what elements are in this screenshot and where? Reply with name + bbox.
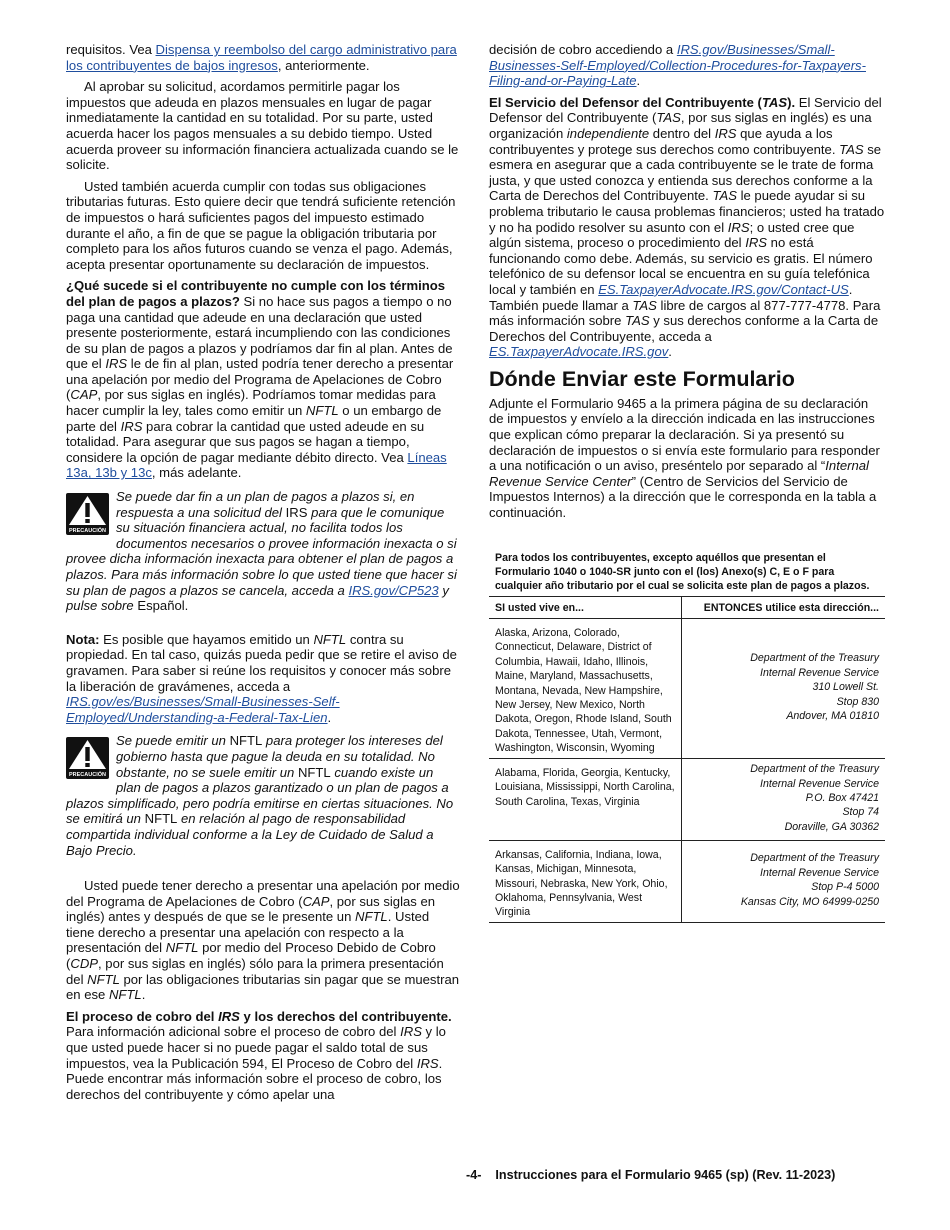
paragraph-proceso-cobro: El proceso de cobro del IRS y los derechos del contribuyente. Para información adicional sobre el proceso de cobro del IRS y lo que usted puede hacer si no puede pagar el saldo total de sus impuestos, vea la Publicación 594, El Proceso de Cobro del IRS. Puede encontrar más información sobre el proceso de cobro, los derechos del contribuyente y cómo apelar una	[66, 1008, 452, 1102]
table-row	[489, 619, 885, 759]
table-cell-states: Alaska, Arizona, Colorado, Connecticut, Delaware, District of Columbia, Hawaii, Idaho, Illinois, Maine, Maryland, Massachusetts, Montana, Nevada, New Hampshire, New Jersey, New Mexico, North Dakota, Oregon, Rhode Island, South Dakota, Tennessee, Utah, Vermont, Washington, Wisconsin, Wyoming	[489, 619, 682, 759]
table-header-row	[489, 596, 885, 618]
caution-note-1: PRECAUCIÓN Se puede dar fin a un plan de pagos a plazos si, en respuesta a una solicitud del IRS para que le comunique su situación financiera actual, no facilita todos los documentos necesarios o provee información inexacta o si provee dicha información inexacta para obtener el plan de pagos a plazos. Para más información sobre lo que usted tiene que hacer si su plan de pagos a plazos se cancela, acceda a IRS.gov/CP523 y pulse sobre Español.	[66, 489, 457, 614]
caution-icon: PRECAUCIÓN	[66, 493, 109, 535]
table-cell-states: Arkansas, California, Indiana, Iowa, Kansas, Michigan, Minnesota, Missouri, Nebraska, New York, Ohio, Oklahoma, Pennsylvania, West Virginia	[489, 840, 682, 922]
caution-note-2: PRECAUCIÓN Se puede emitir un NFTL para proteger los intereses del gobierno hasta que pague la deuda en su totalidad. No obstante, no se suele emitir un NFTL cuando existe un plan de pagos a plazos garantizado o un plan de pagos a plazos simplificado, pero podría emitirse en ciertas situaciones. No se emitirá un NFTL en relación al pago de responsabilidad compartida individual conforme a la Ley de Cuidado de Salud a Bajo Precio.	[66, 733, 454, 858]
table-row	[489, 758, 885, 840]
table-row	[489, 840, 885, 922]
right-column	[489, 42, 885, 923]
section-heading-donde-enviar: Dónde Enviar este Formulario	[489, 366, 795, 391]
heading-incumplimiento: ¿Qué sucede si el contribuyente no cumple con los términos del plan de pagos a plazos?	[66, 278, 446, 309]
paragraph-obligaciones: Usted también acuerda cumplir con todas sus obligaciones tributarias futuras. Esto quiere decir que tendrá suficiente retención de impuestos o hará suficientes pagos del impuesto estimado durante el año, a fin de que se pague la obligación tributaria por completo para los años futuros cuando se venza el pago. Además, acepta presentar oportunamente su declaración de impuestos.	[66, 178, 456, 272]
left-column	[66, 42, 461, 1108]
table-header-state: SI usted vive en...	[489, 596, 682, 618]
link-collection-procedures[interactable]: IRS.gov/Businesses/Small-Businesses-Self-Employed/Collection-Procedures-for-Taxpayers-Filing-and-or-Paying-Late	[489, 42, 866, 89]
paragraph-tas: El Servicio del Defensor del Contribuyente (TAS). El Servicio del Defensor del Contribuyente (TAS, por sus siglas en inglés) es una organización independiente dentro del IRS que ayuda a los contribuyentes y protege sus derechos como contribuyente. TAS se esmera en asegurar que a cada contribuyente se le trate de forma justa, y que usted conozca y entienda sus derechos conforme a la Carta de Derechos del Contribuyente. TAS le puede ayudar si su problema tributario le causa problemas financieros; usted ha tratado y no ha podido resolver su asunto con el IRS; o usted cree que algún sistema, proceso o procedimiento del IRS no está funcionando como debe. Además, su servicio es gratis. El número telefónico de su defensor local se encuentra en su guía telefónica local y también en ES.TaxpayerAdvocate.IRS.gov/Contact-US. También puede llamar a TAS libre de cargos al 877-777-4778. Para más información sobre TAS y sus derechos conforme a la Carta de Derechos del Contribuyente, acceda a ES.TaxpayerAdvocate.IRS.gov.	[489, 94, 885, 360]
link-lineas-13[interactable]: Líneas 13a, 13b y 13c	[66, 449, 447, 481]
table-cell-address: Department of the Treasury Internal Revenue Service 310 Lowell St. Stop 830 Andover, MA 01810	[682, 619, 886, 759]
paragraph-donde-enviar: Adjunte el Formulario 9465 a la primera página de su declaración de impuestos y envíelo a la dirección indicada en las instrucciones que explican cómo preparar la declaración. Si ya presentó su declaración de impuestos o si envía este formulario para responder a una notificación o un aviso, preséntelo por separado al “Internal Revenue Service Center” (Centro de Servicios del Servicio de Impuestos Internos) a la dirección que le corresponda en la tabla a continuación.	[489, 395, 880, 521]
link-dispensa[interactable]: Dispensa y reembolso del cargo administrativo para los contribuyentes de bajos ingresos	[66, 42, 457, 73]
table-cell-address: Department of the Treasury Internal Revenue Service P.O. Box 47421 Stop 74 Doraville, GA 30362	[682, 758, 886, 840]
footer-title: Instrucciones para el Formulario 9465 (sp) (Rev. 11-2023)	[495, 1168, 836, 1182]
page-footer	[466, 1168, 835, 1184]
table-cell-address: Department of the Treasury Internal Revenue Service Stop P-4 5000 Kansas City, MO 64999-0250	[682, 840, 886, 922]
paragraph-aprobar: Al aprobar su solicitud, acordamos permitirle pagar los impuestos que adeuda en plazos mensuales en lugar de pagar inmediatamente la cantidad en su totalidad. Por su parte, usted acuerda hacer los pagos mensuales a su debido tiempo. Usted acuerda proveer su información financiera actualizada cuando se le solicite.	[66, 79, 459, 173]
caution-icon: PRECAUCIÓN	[66, 737, 109, 779]
address-table	[489, 596, 885, 923]
label-nota: Nota:	[66, 631, 100, 647]
heading-tas: El Servicio del Defensor del Contribuyente (TAS).	[489, 94, 796, 110]
link-federal-tax-lien[interactable]: IRS.gov/es/Businesses/Small-Businesses-Self-Employed/Understanding-a-Federal-Tax-Lien	[66, 694, 340, 725]
link-cp523[interactable]: IRS.gov/CP523	[348, 582, 439, 598]
paragraph-decision-cobro: decisión de cobro accediendo a IRS.gov/Businesses/Small-Businesses-Self-Employed/Collection-Procedures-for-Taxpayers-Filing-and-or-Paying-Late.	[489, 42, 866, 89]
paragraph-apelacion: Usted puede tener derecho a presentar una apelación por medio del Programa de Apelaciones de Cobro (CAP, por sus siglas en inglés) antes y después de que se le presente un NFTL. Usted tiene derecho a presentar una apelación con respecto a la presentación del NFTL por medio del Proceso Debido de Cobro (CDP, por sus siglas en inglés) sólo para la primera presentación del NFTL por las obligaciones tributarias sin pagar que se muestran en ese NFTL.	[66, 878, 460, 1003]
heading-proceso-cobro: El proceso de cobro del IRS y los derechos del contribuyente.	[66, 1008, 452, 1024]
link-contact-us[interactable]: ES.TaxpayerAdvocate.IRS.gov/Contact-US	[598, 281, 849, 297]
table-header-address: ENTONCES utilice esta dirección...	[682, 596, 886, 618]
link-taxpayer-advocate[interactable]: ES.TaxpayerAdvocate.IRS.gov	[489, 344, 669, 360]
page-number: -4-	[466, 1168, 482, 1182]
paragraph-nota: Nota: Es posible que hayamos emitido un NFTL contra su propiedad. En tal caso, quizás pueda pedir que se retire el aviso de gravamen. Para saber si reúne los requisitos y conocer más sobre la liberación de gravámenes, acceda a IRS.gov/es/Businesses/Small-Businesses-Self-Employed/Understanding-a-Federal-Tax-Lien.	[66, 631, 457, 725]
table-caption: Para todos los contribuyentes, excepto aquéllos que presentan el Formulario 1040 o 1040-SR junto con el (los) Anexo(s) C, E o F para cualquier año tributario por el cual se solicita este plan de pagos a plazos.	[495, 551, 870, 592]
paragraph-incumplimiento: ¿Qué sucede si el contribuyente no cumple con los términos del plan de pagos a plazos? Si no hace sus pagos a tiempo o no paga una cantidad que adeude en una declaración que usted presente posteriormente, estará incumpliendo con las condiciones de su plan de pagos a plazos y podríamos dar fin al plan. Antes de que el IRS le de fin al plan, usted podría tener derecho a presentar una apelación por medio del Programa de Apelaciones de Cobro (CAP, por sus siglas en inglés). Podríamos tomar medidas para hacer cumplir la ley, tales como emitir un NFTL o un embargo de parte del IRS para cobrar la cantidad que usted adeude en su totalidad. Para asegurar que sus pagos se hagan a tiempo, considere la opción de pagar mediante débito directo. Vea Líneas 13a, 13b y 13c, más adelante.	[66, 278, 454, 481]
paragraph-requisitos: requisitos. Vea Dispensa y reembolso del cargo administrativo para los contribuyentes de bajos ingresos, anteriormente.	[66, 42, 457, 73]
table-cell-states: Alabama, Florida, Georgia, Kentucky, Louisiana, Mississippi, North Carolina, South Carolina, Texas, Virginia	[489, 758, 682, 840]
